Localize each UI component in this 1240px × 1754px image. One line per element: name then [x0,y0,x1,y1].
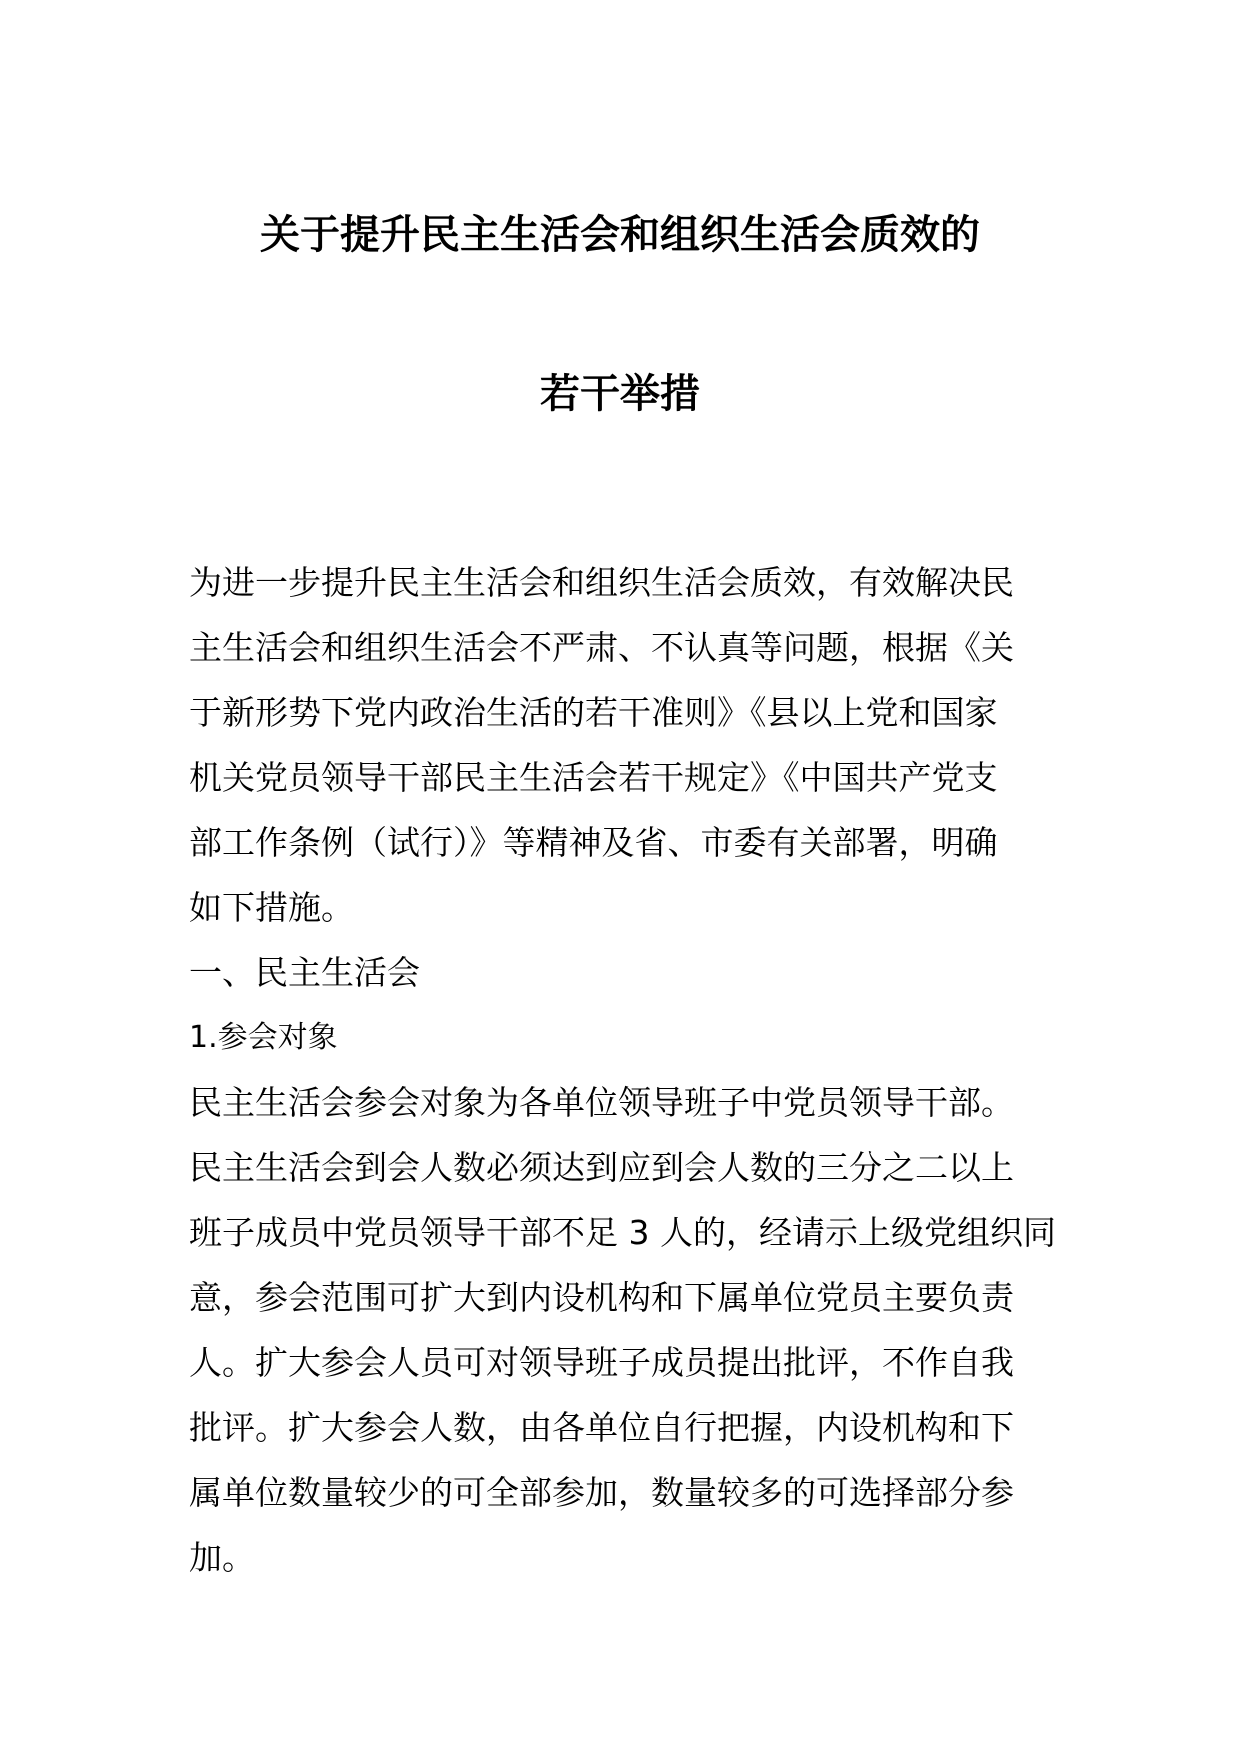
body-line: 民主生活会到会人数必须达到应到会人数的三分之二以上 [189,1148,1014,1187]
section-heading: 一、民主生活会 [189,953,420,992]
body-line: 加。 [189,1538,255,1577]
body-line: 属单位数量较少的可全部参加，数量较多的可选择部分参 [189,1473,1014,1512]
body-line: 批评。扩大参会人数，由各单位自行把握，内设机构和下 [189,1408,1014,1447]
document-title-line-2: 若干举措 [540,371,700,417]
body-line: 主生活会和组织生活会不严肃、不认真等问题，根据《关 [189,628,1014,667]
subsection-heading: 1.参会对象 [189,1020,338,1055]
body-line: 民主生活会参会对象为各单位领导班子中党员领导干部。 [189,1083,1014,1122]
document-body [189,550,1069,1590]
body-line: 于新形势下党内政治生活的若干准则》《县以上党和国家 [189,693,998,732]
body-line: 部工作条例（试行）》等精神及省、市委有关部署，明确 [189,823,998,862]
body-line: 班子成员中党员领导干部不足 3 人的，经请示上级党组织同 [189,1213,1056,1252]
body-line: 如下措施。 [189,888,354,927]
body-line: 机关党员领导干部民主生活会若干规定》《中国共产党支 [189,758,998,797]
body-line: 意，参会范围可扩大到内设机构和下属单位党员主要负责 [189,1278,1014,1317]
body-line: 为进一步提升民主生活会和组织生活会质效，有效解决民 [189,563,1014,602]
document-title-line-1: 关于提升民主生活会和组织生活会质效的 [260,212,980,258]
body-line: 人。扩大参会人员可对领导班子成员提出批评，不作自我 [189,1343,1014,1382]
